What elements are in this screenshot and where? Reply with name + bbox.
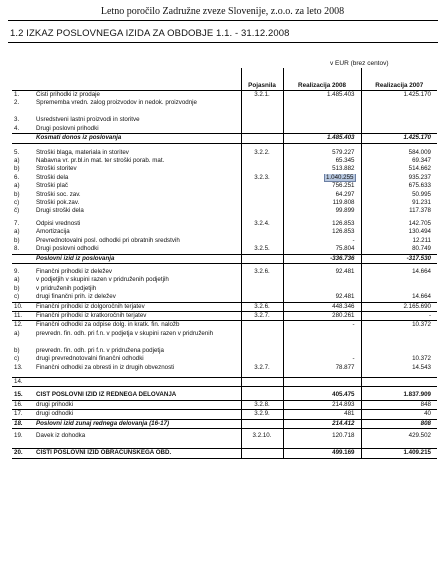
row-label: Finančni odhodki za obresti in iz drugih obveznosti — [36, 363, 175, 371]
col-number-header — [12, 68, 34, 91]
row-value-2008: 65.345 — [283, 157, 361, 165]
row-pojasnila — [241, 419, 283, 428]
row-number: 3. — [14, 116, 20, 124]
row-pojasnila — [241, 285, 283, 293]
row-label: prevredn. fin. odh. pri f.n. v podjetja v skupini razen v pridruženih — [36, 329, 214, 337]
row-pojasnila: 3.2.7. — [241, 364, 283, 372]
row-value-2007: 675.633 — [361, 182, 437, 190]
table-row — [12, 165, 437, 173]
row-number: c) — [14, 293, 20, 301]
table-row — [12, 285, 437, 293]
row-value-2008 — [283, 276, 361, 284]
row-number: 8. — [14, 245, 20, 253]
row-number: a) — [14, 182, 20, 190]
row-number: 7. — [14, 219, 20, 227]
row-label — [34, 440, 241, 449]
row-pojasnila — [241, 237, 283, 245]
row-label: Finančni prihodki iz kratkoročnih terjatev — [34, 311, 241, 320]
row-label: Stroški storitev — [36, 165, 77, 173]
row-value-2008 — [283, 99, 361, 116]
row-label: Stroški plač — [36, 182, 68, 190]
row-value-2007: 848 — [361, 400, 437, 409]
row-value-2008: 481 — [283, 410, 361, 419]
row-number: 5. — [14, 148, 20, 156]
row-value-2008: 78.877 — [283, 364, 361, 372]
table-row — [12, 254, 437, 263]
row-pojasnila: 3.2.1. — [241, 91, 283, 100]
row-value-2007: 91.231 — [361, 199, 437, 207]
row-pojasnila — [241, 199, 283, 207]
row-value-2007 — [361, 285, 437, 293]
row-value-2008: 126.853 — [283, 220, 361, 228]
row-value-2008 — [283, 125, 361, 134]
row-label: ČIST POSLOVNI IZID IZ REDNEGA DELOVANJA — [36, 391, 177, 399]
row-number: 12. — [12, 321, 34, 330]
table-row — [12, 449, 437, 458]
row-value-2008: 756.251 — [283, 182, 361, 190]
row-number — [12, 440, 34, 449]
row-pojasnila — [241, 276, 283, 284]
row-label: Drugi poslovni prihodki — [36, 124, 99, 132]
row-value-2008: 513.882 — [283, 165, 361, 173]
row-value-2008 — [283, 330, 361, 347]
row-pojasnila: 3.2.7. — [241, 311, 283, 320]
table-row — [12, 174, 437, 182]
row-number: c) — [14, 199, 20, 207]
row-value-2008: 99.899 — [283, 207, 361, 215]
row-value-2007: 14.664 — [361, 293, 437, 302]
row-number: a) — [14, 228, 20, 236]
row-value-2008: 75.804 — [283, 245, 361, 254]
row-value-2007: 80.749 — [361, 245, 437, 254]
row-pojasnila — [241, 254, 283, 263]
row-number: 9. — [14, 267, 20, 275]
col-pojasnila-header: Pojasnila — [241, 68, 283, 91]
row-pojasnila — [241, 377, 283, 386]
row-number: 19. — [14, 432, 23, 439]
row-pojasnila — [241, 321, 283, 330]
row-value-2008: 405.475 — [283, 391, 361, 400]
row-value-2007: 584.009 — [361, 149, 437, 157]
row-value-2007: -317.530 — [361, 254, 437, 263]
row-value-2007 — [361, 276, 437, 284]
row-label: v podjetjih v skupini razen v pridruženih podjetjih — [36, 276, 169, 284]
row-label — [34, 377, 241, 386]
row-value-2007: 117.378 — [361, 207, 437, 215]
row-pojasnila — [241, 347, 283, 355]
row-pojasnila — [241, 165, 283, 173]
row-number: 16. — [12, 400, 34, 409]
row-number: b) — [14, 190, 20, 198]
row-value-2008: - — [283, 355, 361, 363]
row-label: ČISTI POSLOVNI IZID OBRAČUNSKEGA OBD. — [34, 449, 241, 458]
row-value-2008: 1.485.403 — [283, 134, 361, 143]
row-number: č) — [14, 207, 20, 215]
table-row — [12, 276, 437, 284]
row-value-2008: -336.736 — [283, 254, 361, 263]
table-row — [12, 355, 437, 363]
row-value-2008: 92.481 — [283, 268, 361, 276]
row-label: Drugi poslovni odhodki — [36, 245, 99, 253]
row-value-2008: 280.261 — [283, 311, 361, 320]
row-value-2008: 92.481 — [283, 293, 361, 302]
row-pojasnila — [241, 355, 283, 363]
row-number: 2. — [14, 99, 20, 107]
row-value-2008 — [283, 116, 361, 124]
row-value-2007: 14.543 — [361, 364, 437, 372]
row-value-2008 — [283, 440, 361, 449]
row-value-2008: 126.853 — [283, 228, 361, 236]
row-number — [12, 254, 34, 263]
table-row — [12, 432, 437, 440]
row-value-2007: 1.837.909 — [361, 391, 437, 400]
row-label: drugi odhodki — [34, 410, 241, 419]
row-label: Finančni prihodki iz deležev — [36, 267, 113, 275]
table-row — [12, 347, 437, 355]
row-value-2007: 12.211 — [361, 237, 437, 245]
table-row — [12, 116, 437, 124]
row-value-2008: 579.227 — [283, 149, 361, 157]
table-row — [12, 400, 437, 409]
row-number: 10. — [12, 302, 34, 311]
row-value-2008: 119.808 — [283, 199, 361, 207]
row-pojasnila — [241, 449, 283, 458]
row-number: 20. — [12, 449, 34, 458]
row-number: a) — [14, 329, 20, 337]
row-value-2007 — [361, 440, 437, 449]
row-value-2007: 50.995 — [361, 191, 437, 199]
table-row — [12, 440, 437, 449]
row-label: Stroški pok.zav. — [36, 199, 80, 207]
row-number: a) — [14, 157, 20, 165]
currency-unit: v EUR (brez centov) — [330, 60, 389, 67]
table-row — [12, 134, 437, 143]
row-pojasnila — [241, 182, 283, 190]
row-value-2007: 10.372 — [361, 355, 437, 363]
table-header-row — [12, 68, 437, 91]
table-row — [12, 157, 437, 165]
row-pojasnila: 3.2.3. — [241, 174, 283, 182]
row-value-2007: 14.664 — [361, 268, 437, 276]
row-value-2007: 142.705 — [361, 220, 437, 228]
row-number: 6. — [14, 173, 20, 181]
row-number: b) — [14, 284, 20, 292]
row-number: b) — [14, 165, 20, 173]
row-label: Nabavna vr. pr.bl.in mat. ter stroški porab. mat. — [36, 157, 165, 165]
row-label: Čisti prihodki iz prodaje — [36, 91, 100, 98]
row-label: Odpisi vrednosti — [36, 219, 81, 227]
row-pojasnila — [241, 99, 283, 116]
row-value-2007 — [361, 330, 437, 347]
row-number: 4. — [14, 124, 20, 132]
row-value-2007: 429.502 — [361, 432, 437, 440]
row-number: 13. — [14, 363, 23, 371]
highlighted-value: 1.040.255 — [325, 173, 354, 181]
income-statement-table — [12, 68, 437, 459]
row-number: 14. — [12, 377, 34, 386]
row-value-2008: 64.297 — [283, 191, 361, 199]
row-value-2007: 514.662 — [361, 165, 437, 173]
row-value-2008: 499.169 — [283, 449, 361, 458]
title-rule — [8, 42, 438, 43]
row-pojasnila — [241, 157, 283, 165]
row-value-2007: 808 — [361, 419, 437, 428]
row-value-2007 — [361, 116, 437, 124]
table-row — [12, 391, 437, 400]
row-label: Amortizacija — [36, 228, 70, 236]
table-row — [12, 191, 437, 199]
table-row — [12, 91, 437, 100]
row-label: drugi prihodki — [34, 400, 241, 409]
table-row — [12, 125, 437, 134]
row-label: Finančni prihodki iz dolgoročnih terjatev — [34, 302, 241, 311]
row-label: Usredstveni lastni proizvodi in storitve — [36, 116, 140, 124]
row-value-2007: 130.494 — [361, 228, 437, 236]
row-pojasnila — [241, 191, 283, 199]
table-body — [12, 91, 437, 459]
row-pojasnila — [241, 125, 283, 134]
row-label: Poslovni izid zunaj rednega delovanja (16-17) — [34, 419, 241, 428]
row-value-2007: 40 — [361, 410, 437, 419]
table-row — [12, 220, 437, 228]
row-number: 11. — [12, 311, 34, 320]
row-pojasnila: 3.2.9. — [241, 410, 283, 419]
row-number: b) — [14, 346, 20, 354]
row-number — [12, 134, 34, 143]
row-pojasnila: 3.2.6. — [241, 268, 283, 276]
row-value-2008: - — [283, 237, 361, 245]
table-row — [12, 182, 437, 190]
row-label: Kosmati donos iz poslovanja — [34, 134, 241, 143]
row-label: drugi finančni prih. iz deležev — [36, 293, 116, 301]
row-pojasnila: 3.2.2. — [241, 149, 283, 157]
table-row — [12, 321, 437, 330]
table-row — [12, 410, 437, 419]
row-value-2007: 10.372 — [361, 321, 437, 330]
row-number: 1. — [14, 91, 20, 98]
row-label: Stroški soc. zav. — [36, 190, 81, 198]
row-value-2008 — [283, 347, 361, 355]
row-pojasnila — [241, 293, 283, 302]
row-number: 17. — [12, 410, 34, 419]
row-label: Prevrednotovalni posl. odhodki pri obratnih sredstvih — [36, 236, 180, 244]
table-row — [12, 99, 437, 116]
row-pojasnila: 3.2.5. — [241, 245, 283, 254]
row-label: Drugi stroški dela — [36, 207, 84, 215]
row-pojasnila: 3.2.8. — [241, 400, 283, 409]
row-label: Poslovni izid iz poslovanja — [34, 254, 241, 263]
row-pojasnila — [241, 330, 283, 347]
row-value-2007 — [361, 125, 437, 134]
row-label: Stroški dela — [36, 173, 69, 181]
row-value-2007: 69.347 — [361, 157, 437, 165]
row-label: drugi prevrednotovalni finančni odhodki — [36, 355, 144, 363]
row-label: Stroški blaga, materiala in storitev — [36, 148, 129, 156]
table-row — [12, 268, 437, 276]
row-value-2008 — [283, 285, 361, 293]
row-value-2007 — [361, 377, 437, 386]
row-value-2007: 1.425.170 — [361, 134, 437, 143]
row-number: 15. — [14, 391, 23, 399]
row-value-2007: 1.409.215 — [361, 449, 437, 458]
row-pojasnila — [241, 440, 283, 449]
row-value-2008: 1.485.403 — [283, 91, 361, 100]
row-pojasnila — [241, 207, 283, 215]
table-row — [12, 207, 437, 215]
row-pojasnila: 3.2.4. — [241, 220, 283, 228]
row-value-2008 — [283, 174, 361, 182]
row-number: 18. — [12, 419, 34, 428]
table-row — [12, 364, 437, 372]
row-value-2008: 120.718 — [283, 432, 361, 440]
row-value-2008: 214.412 — [283, 419, 361, 428]
table-row — [12, 245, 437, 254]
row-value-2007: 935.237 — [361, 174, 437, 182]
table-row — [12, 228, 437, 236]
table-row — [12, 199, 437, 207]
table-row — [12, 149, 437, 157]
statement-title: 1.2 IZKAZ POSLOVNEGA IZIDA ZA OBDOBJE 1.1. - 31.12.2008 — [10, 28, 290, 39]
table-row — [12, 377, 437, 386]
report-header: Letno poročilo Zadružne zveze Slovenije, z.o.o. za leto 2008 — [100, 6, 345, 17]
row-label: Sprememba vredn. zalog proizvodov in nedok. proizvodnje — [36, 99, 197, 107]
table-row — [12, 419, 437, 428]
col-label-header — [34, 68, 241, 91]
table-row — [12, 330, 437, 347]
row-pojasnila — [241, 228, 283, 236]
row-label: Finančni odhodki za odpise dolg. in kratk. fin. naložb — [34, 321, 241, 330]
row-pojasnila — [241, 391, 283, 400]
col-2008-header: Realizacija 2008 — [283, 68, 361, 91]
row-value-2008 — [283, 377, 361, 386]
row-pojasnila: 3.2.10. — [241, 432, 283, 440]
row-label: v pridruženih podjetjih — [36, 284, 97, 292]
row-label: prevredn. fin. odh. pri f.n. v pridružena podjetja — [36, 346, 164, 354]
row-value-2007 — [361, 347, 437, 355]
col-2007-header: Realizacija 2007 — [361, 68, 437, 91]
row-pojasnila — [241, 116, 283, 124]
row-number: b) — [14, 236, 20, 244]
row-label: Davek iz dohodka — [36, 432, 86, 439]
row-pojasnila — [241, 134, 283, 143]
row-pojasnila: 3.2.6. — [241, 302, 283, 311]
row-value-2008: 214.893 — [283, 400, 361, 409]
row-value-2007: - — [361, 311, 437, 320]
table-row — [12, 237, 437, 245]
row-value-2007: 2.165.690 — [361, 302, 437, 311]
row-number: c) — [14, 355, 20, 363]
row-value-2008: - — [283, 321, 361, 330]
table-row — [12, 311, 437, 320]
row-number: a) — [14, 276, 20, 284]
row-value-2007: 1.425.170 — [361, 91, 437, 100]
row-value-2007 — [361, 99, 437, 116]
header-rule — [8, 20, 438, 21]
table-row — [12, 293, 437, 302]
table-row — [12, 302, 437, 311]
row-value-2008: 448.346 — [283, 302, 361, 311]
